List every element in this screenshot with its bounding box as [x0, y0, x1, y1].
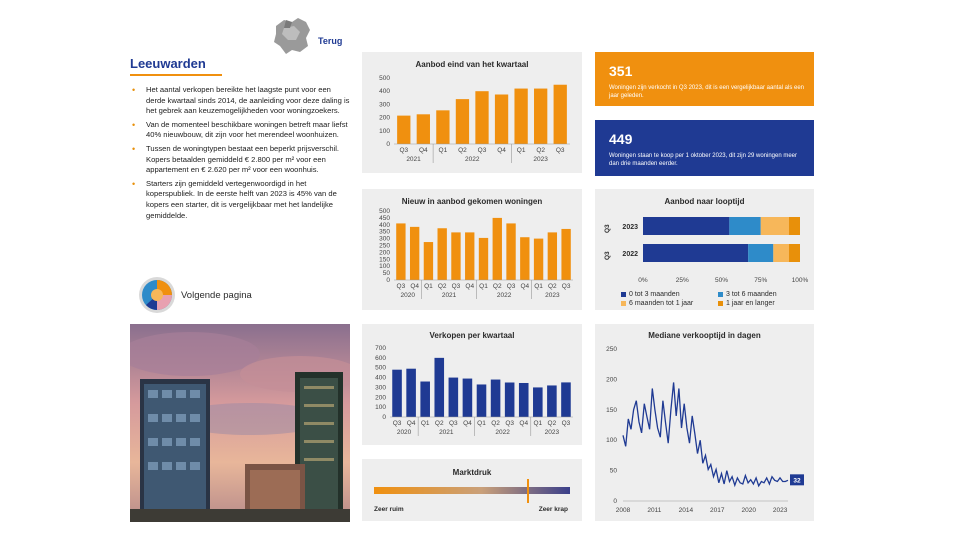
market-pressure-bar	[374, 487, 570, 494]
y-tick-label: 300	[375, 384, 386, 392]
bullet-list	[130, 85, 352, 224]
y-tick-label: 200	[379, 114, 390, 122]
x-tick-label: Q3	[392, 420, 402, 427]
bar	[533, 387, 543, 417]
bar	[520, 237, 529, 280]
y-tick-label: 200	[375, 394, 386, 402]
kpi-for-sale-text: Woningen staan te koop per 1 oktober 2023, dit zijn 29 woningen meer dan drie maanden eerder.	[609, 153, 798, 167]
bar	[493, 218, 502, 280]
y-tick-label: 100	[606, 437, 617, 445]
bar	[534, 89, 547, 144]
y-tick-label: 150	[379, 256, 390, 264]
x-year-label: 2021	[406, 156, 421, 163]
x-tick-label: Q4	[519, 420, 529, 427]
bar	[434, 358, 444, 417]
chart-title: Verkopen per kwartaal	[429, 331, 515, 340]
x-tick-label: Q3	[561, 420, 571, 427]
chart-nieuw	[362, 189, 582, 310]
stacked-segment	[773, 244, 789, 262]
chart-panel-looptijd	[595, 189, 814, 310]
market-pressure-high-label: Zeer krap	[538, 506, 568, 513]
x-tick-label: Q1	[534, 283, 543, 290]
x-tick-label: Q1	[533, 420, 543, 427]
y-tick-label: 500	[375, 364, 386, 372]
bar	[506, 223, 515, 280]
bullet-item: • Van de momenteel beschikbare woningen betreft maar liefst 40% nieuwbouw, dit zijn voor het merendeel woonhuizen.	[130, 120, 352, 141]
x-year-label: 2022	[496, 292, 512, 299]
y-tick-label: 50	[382, 270, 390, 278]
stacked-segment	[729, 217, 760, 235]
y-tick-label: 250	[379, 242, 390, 250]
bar	[547, 385, 557, 417]
x-tick-label: Q3	[561, 283, 571, 290]
legend-item: 1 jaar en langer	[718, 300, 775, 307]
x-tick-label: Q1	[516, 147, 526, 154]
y-tick-label: 100	[379, 127, 390, 135]
legend-item: 3 tot 6 maanden	[718, 291, 777, 298]
y-tick-label: 0	[613, 498, 617, 505]
y-tick-label: 400	[379, 221, 390, 229]
bullet-item: • Starters zijn gemiddeld vertegenwoordigd in het koperspubliek. In de eerste helft van 2023 is 45% van de kopers een starter, dit is vergelijkbaar met het landelijke gemiddelde.	[130, 179, 352, 221]
y-tick-label: 2022	[622, 251, 638, 258]
x-tick-label: Q2	[548, 283, 557, 290]
next-page-button[interactable]: Volgende pagina	[181, 290, 252, 301]
y-tick-label: 200	[606, 376, 617, 384]
bar	[548, 232, 557, 280]
stacked-segment	[789, 217, 800, 235]
market-pressure-marker	[527, 479, 529, 503]
x-tick-label: Q4	[463, 420, 472, 427]
bar	[410, 227, 419, 280]
y-tick-label: 500	[379, 208, 390, 215]
kpi-sold-text: Woningen zijn verkocht in Q3 2023, dit is een vergelijkbaar aantal als een jaar geleden.	[609, 85, 805, 99]
bar	[420, 382, 430, 417]
y-tick-label: 400	[379, 88, 390, 96]
x-tick-label: 0%	[638, 277, 648, 284]
bar	[534, 239, 543, 280]
bar	[477, 384, 487, 417]
x-tick-label: Q3	[451, 283, 461, 290]
x-year-label: 2020	[396, 429, 412, 436]
x-year-label: 2022	[464, 156, 480, 163]
y-tick-label: 150	[606, 406, 617, 414]
x-year-label: 2023	[533, 156, 548, 163]
y-tick-label: 100	[375, 404, 386, 412]
bar	[554, 85, 567, 144]
bar	[561, 229, 570, 280]
y-tick-label: 0	[386, 141, 390, 148]
y-tick-label: 0	[386, 277, 390, 284]
legend-item: 0 tot 3 maanden	[621, 291, 680, 298]
kpi-sold-card	[595, 52, 814, 106]
x-year-label: 2022	[495, 429, 510, 436]
y-tick-label: 400	[375, 374, 386, 382]
x-year-label: 2021	[441, 292, 457, 299]
bar	[436, 110, 449, 144]
x-tick-label: Q3	[477, 147, 487, 154]
kpi-for-sale-value: 449	[609, 131, 633, 147]
x-tick-label: Q4	[465, 283, 475, 290]
x-tick-label: Q2	[547, 420, 557, 427]
y-tick-label: 50	[609, 467, 617, 475]
stacked-segment	[789, 244, 800, 262]
bar	[451, 232, 460, 280]
x-tick-label: 100%	[791, 277, 809, 284]
title-underline	[130, 74, 222, 76]
next-page-icon[interactable]	[138, 276, 176, 314]
x-tick-label: Q3	[506, 283, 516, 290]
x-tick-label: Q4	[520, 283, 530, 290]
x-tick-label: Q2	[492, 283, 502, 290]
series-line	[623, 382, 788, 485]
bullet-item: • Het aantal verkopen bereikte het laagste punt voor een derde kwartaal sinds 2014, de aanleiding voor deze daling is het gebrek aan keuzemogelijkheden voor woningzoekers.	[130, 85, 352, 117]
stacked-segment	[761, 217, 789, 235]
bar	[396, 223, 405, 280]
y-tick-label: 700	[375, 345, 386, 352]
bar	[417, 114, 430, 144]
bar	[495, 95, 508, 145]
x-tick-label: Q2	[437, 283, 447, 290]
bar	[561, 382, 571, 417]
legend-item: 6 maanden tot 1 jaar	[621, 300, 693, 307]
x-tick-label: Q3	[555, 147, 565, 154]
x-tick-label: Q4	[406, 420, 416, 427]
chart-title: Mediane verkooptijd in dagen	[648, 331, 761, 340]
chart-looptijd	[595, 189, 814, 287]
chart-title: Aanbod eind van het kwartaal	[415, 60, 529, 69]
x-tick-label: Q2	[536, 147, 546, 154]
x-tick-label: Q1	[424, 283, 433, 290]
x-tick-label: Q3	[396, 283, 406, 290]
back-link[interactable]: Terug	[318, 36, 343, 46]
stacked-segment	[643, 217, 729, 235]
x-tick-label: Q3	[449, 420, 458, 427]
x-tick-label: 2008	[615, 507, 631, 514]
market-pressure-title: Marktdruk	[452, 468, 492, 477]
bullet-item: • Tussen de woningtypen bestaat een beperkt prijsverschil. Kopers betaalden gemiddeld € 2.800 per m² voor een appartement en € 2.620 per m² voor een woonhuis.	[130, 144, 352, 176]
bar	[479, 238, 488, 280]
bar	[438, 228, 447, 280]
x-tick-label: Q2	[434, 420, 444, 427]
y-tick-label: 200	[379, 249, 390, 257]
chart-panel-aanbod	[362, 52, 582, 173]
x-tick-label: Q1	[420, 420, 430, 427]
page-title: Leeuwarden	[130, 56, 206, 71]
y-tick-label: 600	[375, 354, 386, 362]
bar	[397, 116, 410, 144]
x-tick-label: Q3	[399, 147, 409, 154]
chart-panel-nieuw	[362, 189, 582, 310]
chart-aanbod	[362, 52, 582, 173]
bar	[424, 242, 433, 280]
x-tick-label: Q3	[505, 420, 514, 427]
x-tick-label: Q1	[438, 147, 448, 154]
chart-panel-verkopen	[362, 324, 582, 445]
y-tick-label: 250	[606, 346, 617, 353]
kpi-sold-value: 351	[609, 63, 633, 79]
x-tick-label: 50%	[714, 277, 729, 284]
x-tick-label: 2023	[772, 507, 788, 514]
bar	[465, 232, 474, 280]
x-tick-label: Q2	[491, 420, 500, 427]
chart-panel-verkooptijd	[595, 324, 814, 521]
x-tick-label: Q4	[418, 147, 428, 154]
stacked-segment	[748, 244, 773, 262]
x-tick-label: 25%	[675, 277, 689, 284]
x-tick-label: Q4	[410, 283, 419, 290]
x-tick-label: 2011	[647, 507, 662, 514]
bar	[505, 383, 515, 418]
chart-title: Aanbod naar looptijd	[664, 197, 745, 206]
bar	[392, 370, 402, 417]
chart-verkopen	[362, 324, 582, 445]
y-tick-label: 100	[379, 263, 390, 271]
bar	[406, 369, 416, 417]
y-tick-label: 300	[379, 101, 390, 109]
y-group-label: Q3	[604, 251, 611, 260]
x-tick-label: Q4	[497, 147, 506, 154]
bar	[519, 383, 529, 417]
x-year-label: 2021	[439, 429, 454, 436]
x-tick-label: 2017	[710, 507, 725, 514]
y-tick-label: 350	[379, 228, 390, 236]
x-year-label: 2020	[400, 292, 416, 299]
last-value-label: 32	[793, 477, 801, 485]
chart-verkooptijd	[595, 324, 814, 521]
bar	[463, 379, 473, 417]
y-tick-label: 2023	[622, 224, 638, 231]
y-tick-label: 300	[379, 235, 390, 243]
market-pressure-low-label: Zeer ruim	[374, 506, 404, 513]
x-tick-label: 75%	[754, 277, 768, 284]
bar	[456, 99, 469, 144]
bar	[449, 378, 459, 417]
stacked-segment	[643, 244, 748, 262]
bar	[491, 380, 501, 417]
x-tick-label: Q2	[458, 147, 467, 154]
y-group-label: Q3	[604, 224, 611, 233]
region-map-icon[interactable]	[270, 16, 314, 56]
x-tick-label: 2014	[678, 507, 694, 514]
y-tick-label: 450	[379, 214, 390, 222]
x-tick-label: Q1	[479, 283, 488, 290]
x-tick-label: Q1	[477, 420, 486, 427]
x-year-label: 2023	[545, 292, 560, 299]
x-year-label: 2023	[544, 429, 560, 436]
bar	[475, 91, 488, 144]
y-tick-label: 500	[379, 75, 390, 82]
bar	[514, 89, 527, 144]
city-photo	[130, 324, 350, 522]
chart-title: Nieuw in aanbod gekomen woningen	[401, 197, 543, 206]
kpi-for-sale-card	[595, 120, 814, 176]
market-pressure-panel	[362, 459, 582, 521]
x-tick-label: 2020	[741, 507, 756, 514]
y-tick-label: 0	[382, 414, 386, 421]
